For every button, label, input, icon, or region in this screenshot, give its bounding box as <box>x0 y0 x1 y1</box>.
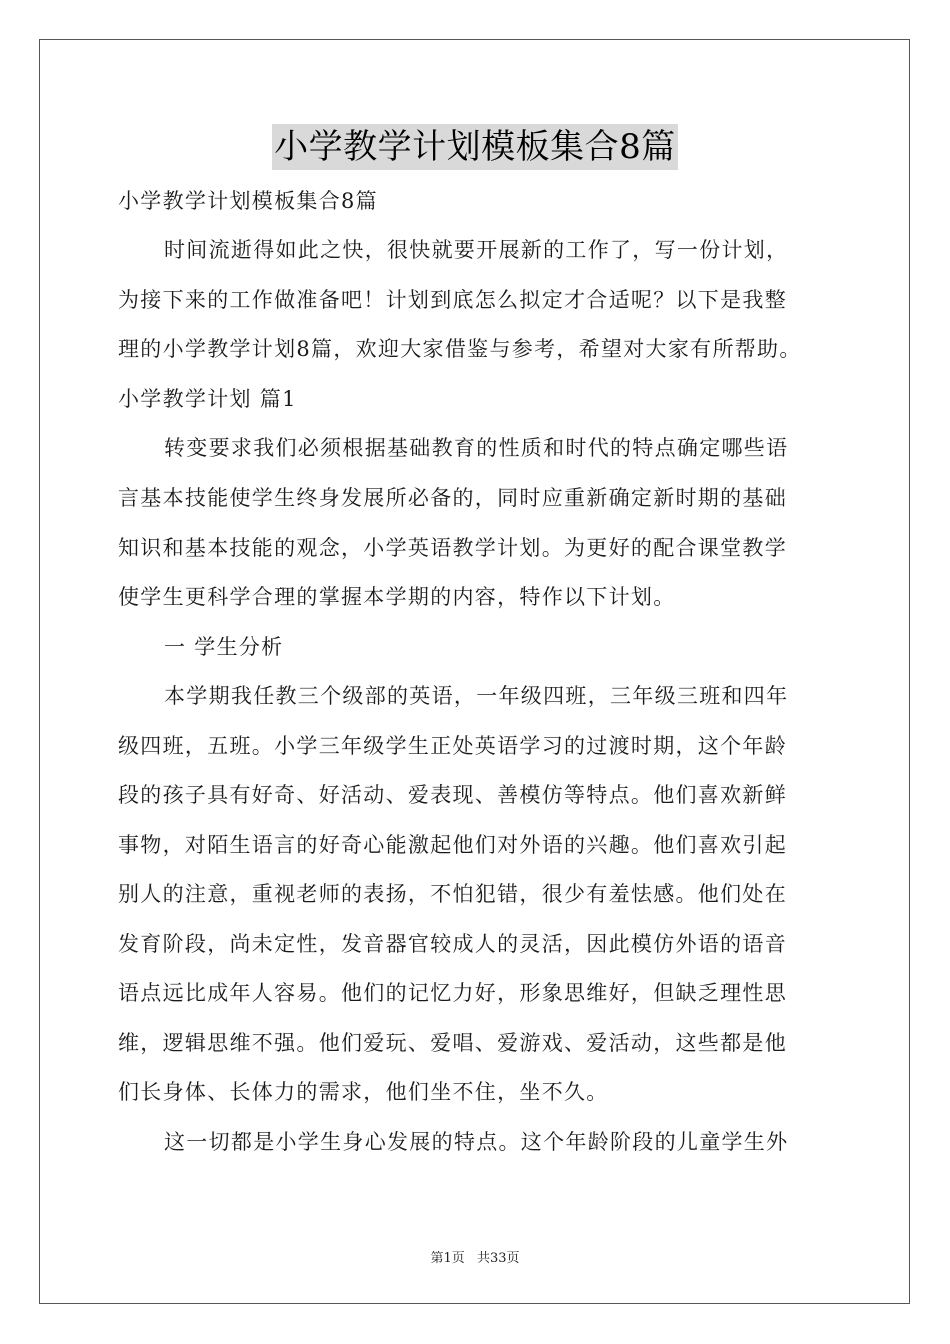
page-total: 共33页 <box>476 1251 520 1266</box>
paragraph-line: 段的孩子具有好奇、好活动、爱表现、善模仿等特点。他们喜欢新鲜 <box>118 783 787 807</box>
subsection-heading: 一 学生分析 <box>164 635 284 659</box>
paragraph-line: 时间流逝得如此之快，很快就要开展新的工作了，写一份计划， <box>164 238 789 262</box>
paragraph-line: 维，逻辑思维不强。他们爱玩、爱唱、爱游戏、爱活动，这些都是他 <box>118 1031 787 1055</box>
paragraph-line: 事物，对陌生语言的好奇心能激起他们对外语的兴趣。他们喜欢引起 <box>118 833 787 857</box>
section-heading: 小学教学计划 篇1 <box>118 387 297 411</box>
document-title: 小学教学计划模板集合8篇 <box>272 124 678 170</box>
page-footer <box>0 1247 950 1266</box>
paragraph-line: 言基本技能使学生终身发展所必备的，同时应重新确定新时期的基础 <box>118 486 787 510</box>
paragraph-line: 这一切都是小学生身心发展的特点。这个年龄阶段的儿童学生外 <box>164 1130 789 1154</box>
paragraph-line: 别人的注意，重视老师的表扬，不怕犯错，很少有羞怯感。他们处在 <box>118 882 787 906</box>
paragraph-line: 们长身体、长体力的需求，他们坐不住，坐不久。 <box>118 1080 609 1104</box>
paragraph-line: 理的小学教学计划8篇，欢迎大家借鉴与参考，希望对大家有所帮助。 <box>118 337 802 361</box>
paragraph-line: 级四班，五班。小学三年级学生正处英语学习的过渡时期，这个年龄 <box>118 734 787 758</box>
paragraph-line: 转变要求我们必须根据基础教育的性质和时代的特点确定哪些语 <box>164 436 789 460</box>
paragraph-line: 语点远比成年人容易。他们的记忆力好，形象思维好，但缺乏理性思 <box>118 981 787 1005</box>
paragraph-line: 发育阶段，尚未定性，发音器官较成人的灵活，因此模仿外语的语音 <box>118 932 787 956</box>
paragraph-line: 使学生更科学合理的掌握本学期的内容，特作以下计划。 <box>118 585 676 609</box>
paragraph-line: 为接下来的工作做准备吧！计划到底怎么拟定才合适呢？以下是我整 <box>118 288 787 312</box>
paragraph-line: 知识和基本技能的观念，小学英语教学计划。为更好的配合课堂教学 <box>118 536 787 560</box>
page-number: 第1页 <box>430 1251 465 1266</box>
paragraph-line: 本学期我任教三个级部的英语，一年级四班，三年级三班和四年 <box>164 684 789 708</box>
subtitle-line: 小学教学计划模板集合8篇 <box>118 189 378 213</box>
title-container <box>0 124 950 170</box>
